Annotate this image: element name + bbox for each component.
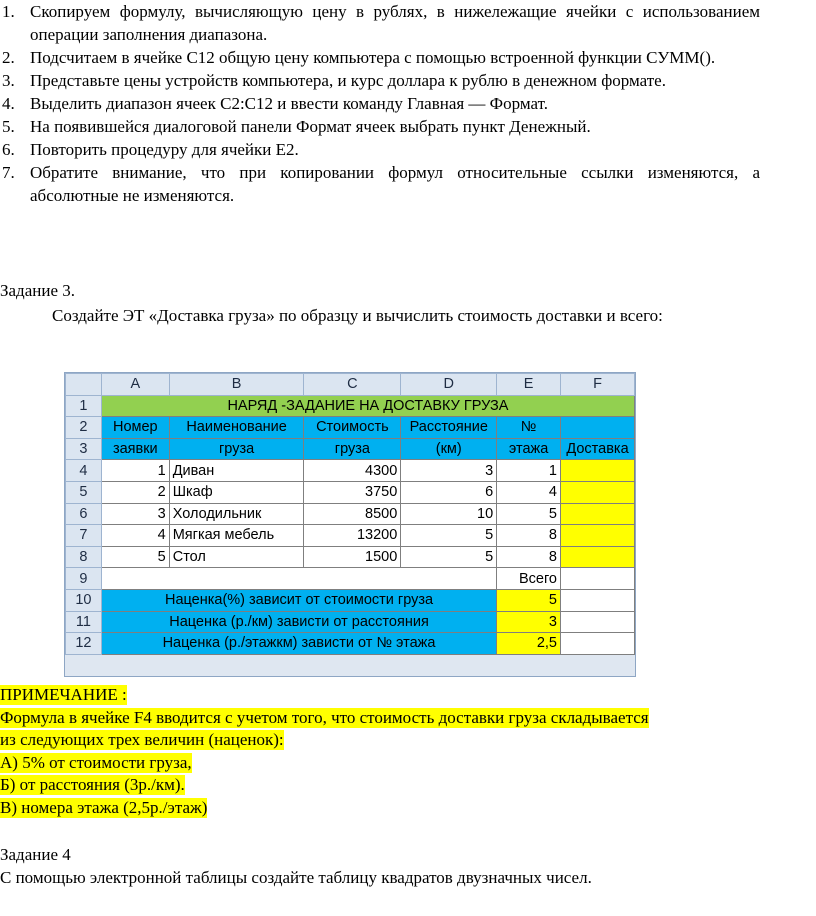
task3-title: Задание 3. <box>0 281 75 300</box>
header-cell[interactable]: Номер <box>101 417 169 439</box>
header-cell[interactable]: этажа <box>497 438 561 460</box>
data-cell[interactable]: 8 <box>497 525 561 547</box>
row-header[interactable]: 3 <box>66 438 102 460</box>
header-cell[interactable]: груза <box>304 438 401 460</box>
data-cell[interactable]: 3750 <box>304 481 401 503</box>
row-header[interactable]: 1 <box>66 395 102 417</box>
header-cell[interactable]: (км) <box>401 438 497 460</box>
note-block <box>0 684 760 820</box>
header-cell[interactable]: Расстояние <box>401 417 497 439</box>
row-header[interactable]: 10 <box>66 589 102 611</box>
data-cell[interactable]: 8 <box>497 546 561 568</box>
note-line: Б) от расстояния (3р./км). <box>0 775 185 795</box>
header-cell[interactable]: Доставка <box>561 438 635 460</box>
row-header[interactable]: 12 <box>66 633 102 655</box>
data-cell[interactable]: Стол <box>169 546 304 568</box>
data-cell[interactable]: 4 <box>101 525 169 547</box>
header-cell[interactable]: груза <box>169 438 304 460</box>
note-line: из следующих трех величин (наценок): <box>0 730 284 750</box>
data-cell[interactable]: 5 <box>401 525 497 547</box>
data-cell[interactable]: 10 <box>401 503 497 525</box>
delivery-cell[interactable] <box>561 481 635 503</box>
header-cell[interactable]: Стоимость <box>304 417 401 439</box>
spreadsheet-image <box>64 372 636 677</box>
data-cell[interactable]: Мягкая мебель <box>169 525 304 547</box>
markup-label-cell[interactable]: Наценка (р./этажкм) зависти от № этажа <box>101 633 496 655</box>
data-cell[interactable]: 5 <box>101 546 169 568</box>
delivery-cell[interactable] <box>561 546 635 568</box>
row-header[interactable]: 7 <box>66 525 102 547</box>
data-cell[interactable]: 3 <box>401 460 497 482</box>
markup-label-cell[interactable]: Наценка(%) зависит от стоимости груза <box>101 589 496 611</box>
row-header[interactable]: 2 <box>66 417 102 439</box>
step-item: 5. На появившейся диалоговой панели Формат ячеек выбрать пункт Денежный. <box>2 117 591 136</box>
data-cell[interactable]: 3 <box>101 503 169 525</box>
column-header[interactable]: F <box>561 374 635 396</box>
data-cell[interactable]: 1 <box>497 460 561 482</box>
header-cell[interactable]: Наименование <box>169 417 304 439</box>
empty-cell[interactable] <box>561 611 635 633</box>
row-header[interactable]: 6 <box>66 503 102 525</box>
markup-value-cell[interactable]: 5 <box>497 589 561 611</box>
column-header[interactable]: C <box>304 374 401 396</box>
header-cell[interactable]: заявки <box>101 438 169 460</box>
header-cell[interactable]: № <box>497 417 561 439</box>
row-header[interactable]: 5 <box>66 481 102 503</box>
delivery-cell[interactable] <box>561 460 635 482</box>
step-item: 2. Подсчитаем в ячейке С12 общую цену компьютера с помощью встроенной функции СУММ(). <box>2 48 716 67</box>
step-item: 1. Скопируем формулу, вычисляющую цену в рублях, в нижележащие ячейки с использованием операции заполнения диапазона. <box>2 2 760 44</box>
row-header[interactable]: 8 <box>66 546 102 568</box>
data-cell[interactable]: Холодильник <box>169 503 304 525</box>
row-header[interactable]: 11 <box>66 611 102 633</box>
note-line: Формула в ячейке F4 вводится с учетом того, что стоимость доставки груза складывается <box>0 707 649 727</box>
data-cell[interactable]: 5 <box>401 546 497 568</box>
data-cell[interactable]: 13200 <box>304 525 401 547</box>
row-header[interactable]: 9 <box>66 568 102 590</box>
task3-text: Создайте ЭТ «Доставка груза» по образцу и вычислить стоимость доставки и всего: <box>52 306 663 325</box>
data-cell[interactable]: 1500 <box>304 546 401 568</box>
row-header[interactable]: 4 <box>66 460 102 482</box>
column-header[interactable]: B <box>169 374 304 396</box>
spreadsheet-table <box>65 373 635 655</box>
step-item: 4. Выделить диапазон ячеек С2:С12 и ввести команду Главная — Формат. <box>2 94 549 113</box>
total-label-cell[interactable]: Всего <box>497 568 561 590</box>
note-line: А) 5% от стоимости груза, <box>0 752 192 772</box>
data-cell[interactable]: 5 <box>497 503 561 525</box>
total-value-cell[interactable] <box>561 568 635 590</box>
markup-label-cell[interactable]: Наценка (р./км) зависти от расстояния <box>101 611 496 633</box>
note-title: ПРИМЕЧАНИЕ : <box>0 685 127 704</box>
sheet-title-cell[interactable]: НАРЯД -ЗАДАНИЕ НА ДОСТАВКУ ГРУЗА <box>101 395 634 417</box>
empty-cell[interactable] <box>101 568 496 590</box>
task4-text: С помощью электронной таблицы создайте таблицу квадратов двузначных чисел. <box>0 868 592 887</box>
task4-title: Задание 4 <box>0 845 71 864</box>
markup-value-cell[interactable]: 3 <box>497 611 561 633</box>
header-cell[interactable] <box>561 417 635 439</box>
markup-value-cell[interactable]: 2,5 <box>497 633 561 655</box>
steps-list <box>0 0 760 207</box>
column-header[interactable]: D <box>401 374 497 396</box>
data-cell[interactable]: Шкаф <box>169 481 304 503</box>
corner-cell[interactable] <box>66 374 102 396</box>
data-cell[interactable]: 4 <box>497 481 561 503</box>
step-item: 7. Обратите внимание, что при копировании формул относительные ссылки изменяются, а абсолютные не изменяются. <box>2 163 760 205</box>
data-cell[interactable]: 2 <box>101 481 169 503</box>
data-cell[interactable]: 1 <box>101 460 169 482</box>
empty-cell[interactable] <box>561 633 635 655</box>
data-cell[interactable]: Диван <box>169 460 304 482</box>
empty-cell[interactable] <box>561 589 635 611</box>
column-header[interactable]: A <box>101 374 169 396</box>
delivery-cell[interactable] <box>561 503 635 525</box>
note-line: В) номера этажа (2,5р./этаж) <box>0 797 208 817</box>
data-cell[interactable]: 6 <box>401 481 497 503</box>
data-cell[interactable]: 4300 <box>304 460 401 482</box>
step-item: 6. Повторить процедуру для ячейки Е2. <box>2 140 299 159</box>
column-header[interactable]: E <box>497 374 561 396</box>
delivery-cell[interactable] <box>561 525 635 547</box>
step-item: 3. Представьте цены устройств компьютера, и курс доллара к рублю в денежном формате. <box>2 71 666 90</box>
data-cell[interactable]: 8500 <box>304 503 401 525</box>
